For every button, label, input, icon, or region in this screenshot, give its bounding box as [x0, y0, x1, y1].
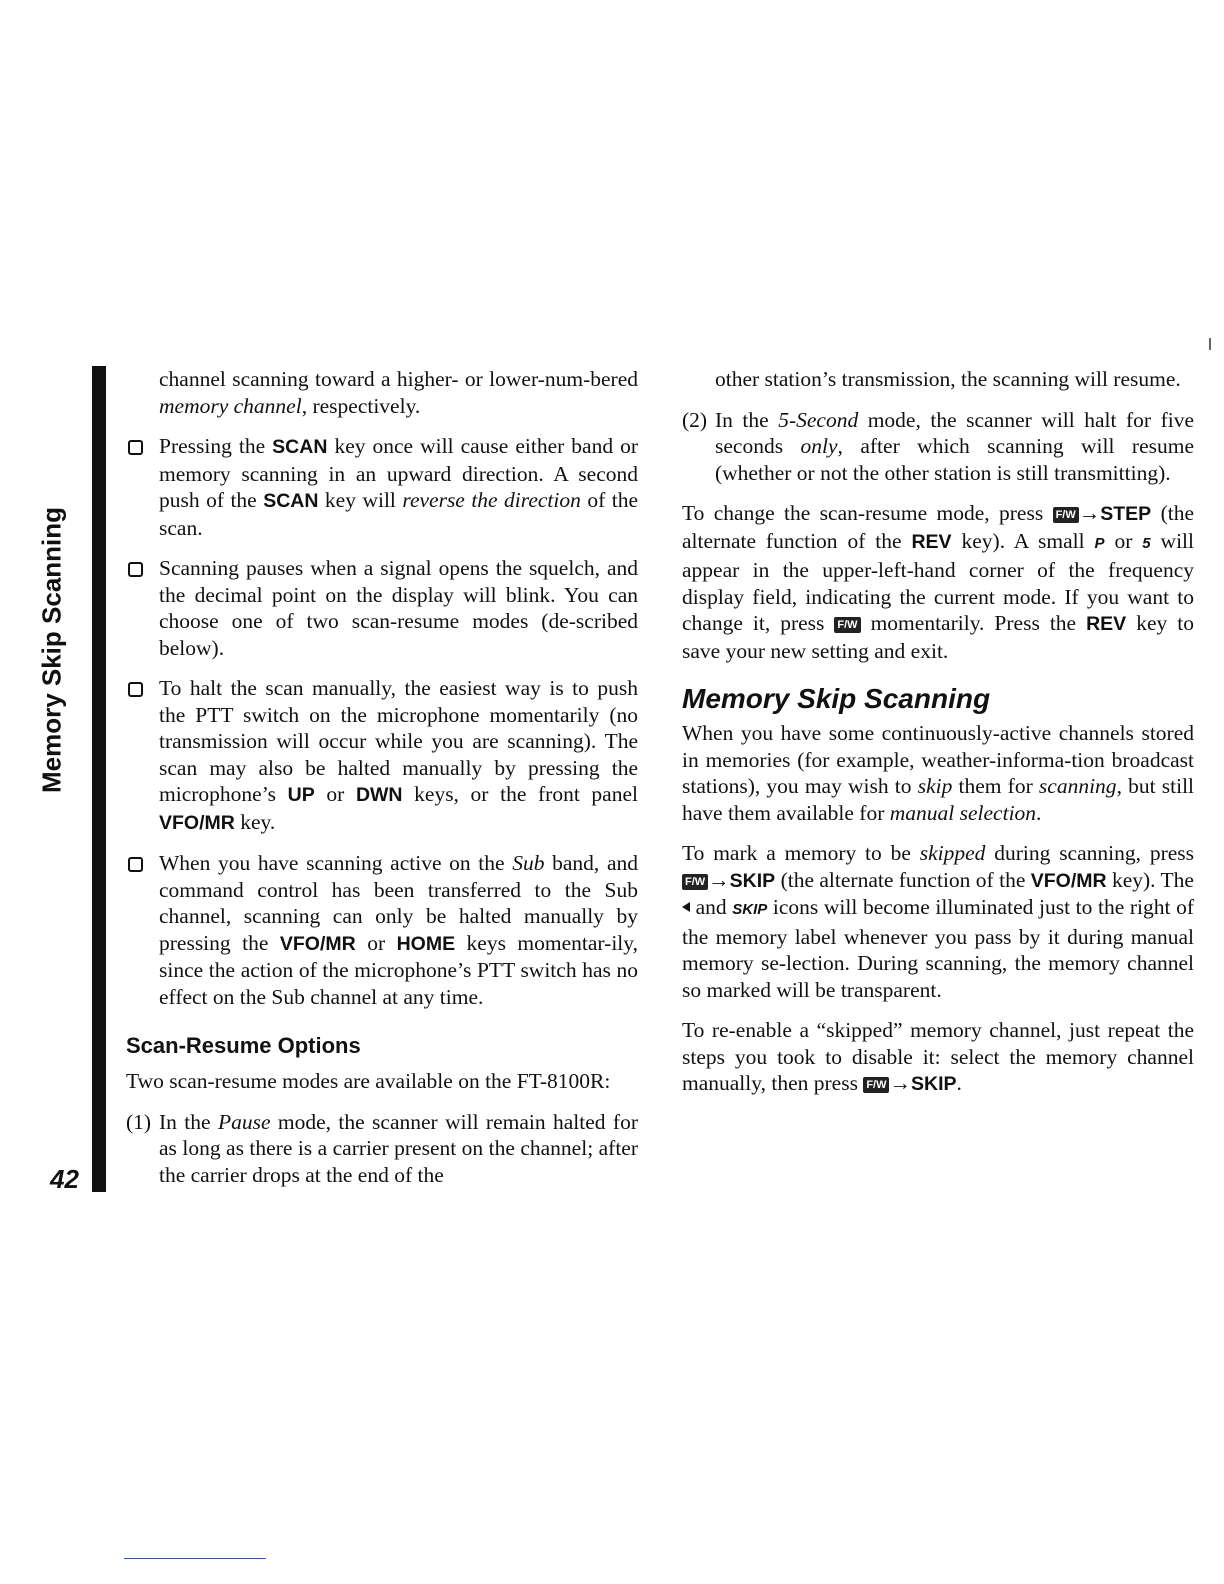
checkbox-icon: [128, 857, 143, 872]
arrow-right-icon: →: [708, 867, 730, 892]
checkbox-icon: [128, 562, 143, 577]
fw-key-icon: F/W: [1053, 507, 1079, 523]
right-column: [682, 366, 1194, 1098]
skip-display-icon: SKIP: [732, 901, 768, 918]
left-column: [126, 366, 638, 1188]
bullet-sub-band: When you have scanning active on the Sub band, and command control has been transferred to the Sub channel, scanning can only be halted manually by pressing the VFO/MR or HOME keys momentar-ily, since the action of the microphone’s PTT switch has no effect on the Sub channel at any time.: [126, 850, 638, 1010]
option-pause-continuation: other station’s transmission, the scanning will resume.: [715, 367, 1181, 391]
footnote-rule: [124, 1558, 266, 1559]
mark-skip-paragraph: To mark a memory to be skipped during scanning, press F/W →SKIP (the alternate function of the VFO/MR key). The and SKIP icons will become illuminated just to the right of the memory label whenever you pass by it during manual memory se-lection. During scanning, the memory channel so marked will be transparent.: [682, 841, 1195, 1002]
subheading-scan-resume: Scan-Resume Options: [126, 1033, 361, 1058]
arrow-right-icon: →: [889, 1071, 911, 1095]
bullet-scan-key: Pressing the SCAN key once will cause either band or memory scanning in an upward direction. A second push of the SCAN key will reverse the direction of the scan.: [126, 433, 638, 541]
bullet-scan-pauses: Scanning pauses when a signal opens the squelch, and the decimal point on the display will blink. You can choose one of two scan-resume modes (de-scribed below).: [126, 555, 638, 661]
page-number: 42: [50, 1164, 79, 1194]
change-mode-paragraph: To change the scan-resume mode, press F/W →STEP (the alternate function of the REV key). A small P or 5 will appear in the upper-left-hand corner of the frequency display field, indicating the current mode. If you want to change it, press F/W momentarily. Press the REV key to save your new setting and exit.: [682, 501, 1194, 663]
side-thumb-bar: [92, 366, 106, 1192]
left-triangle-icon: [682, 902, 690, 912]
bullet-halt-scan: To halt the scan manually, the easiest way is to push the PTT switch on the microphone momentarily (no transmission will occur while you are scanning). The scan may also be halted manually by pressing the microphone’s UP or DWN keys, or the front panel VFO/MR key.: [126, 675, 638, 836]
checkbox-icon: [128, 440, 143, 455]
options-intro: Two scan-resume modes are available on the FT-8100R:: [126, 1069, 611, 1093]
fw-key-icon: F/W: [682, 874, 708, 890]
section-title: Memory Skip Scanning: [682, 683, 991, 714]
option-pause: (1) In the Pause mode, the scanner will remain halted for as long as there is a carrier present on the channel; after the carrier drops at the end of the: [126, 1109, 638, 1187]
intro-continuation: channel scanning toward a higher- or lower-num-bered memory channel, respectively.: [159, 367, 638, 418]
re-enable-paragraph: To re-enable a “skipped” memory channel, just repeat the steps you took to disable it: select the memory channel manually, then press F/W →SKIP.: [682, 1018, 1194, 1095]
option-5-second: (2) In the 5-Second mode, the scanner will halt for five seconds only, after which scanning will resume (whether or not the other station is still transmitting).: [682, 407, 1194, 485]
fw-key-icon: F/W: [834, 617, 860, 633]
fw-key-icon: F/W: [863, 1077, 889, 1093]
arrow-right-icon: →: [1078, 501, 1101, 525]
edge-mark: [1209, 338, 1211, 350]
skip-intro-paragraph: When you have some continuously-active channels stored in memories (for example, weather-informa-tion broadcast stations), you may wish to skip them for scanning, but still have them available for manual selection.: [682, 721, 1195, 825]
checkbox-icon: [128, 682, 143, 697]
